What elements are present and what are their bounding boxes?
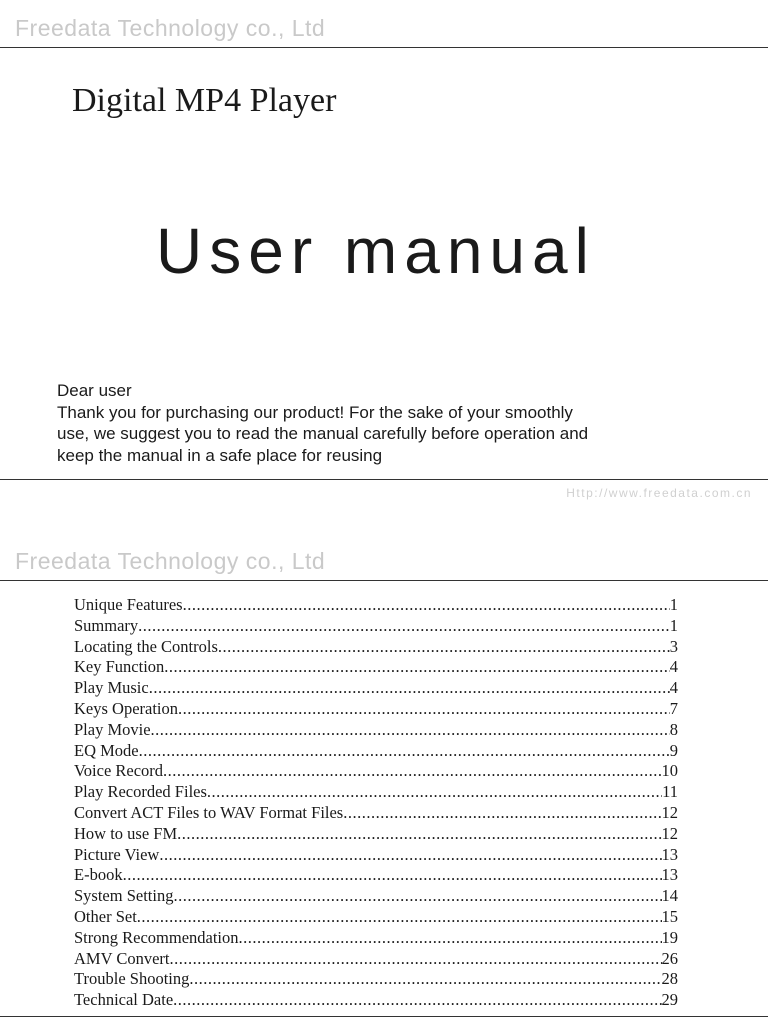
toc-entry[interactable] <box>74 865 678 886</box>
toc-entry[interactable] <box>74 699 678 720</box>
toc-page: 1 <box>669 615 678 635</box>
toc-entry[interactable] <box>74 886 678 907</box>
page2-footer-rule <box>0 1016 768 1017</box>
toc-label: E-book <box>74 865 123 885</box>
toc-page: 9 <box>669 740 678 760</box>
intro-line: Dear user <box>57 381 132 400</box>
toc-leader <box>177 824 661 845</box>
product-title: Digital MP4 Player <box>72 82 337 119</box>
toc-label: Strong Recommendation <box>74 927 239 947</box>
toc-leader <box>139 741 670 762</box>
toc-label: Trouble Shooting <box>74 969 190 989</box>
toc-entry[interactable] <box>74 969 678 990</box>
toc-leader <box>137 907 662 928</box>
toc-leader <box>183 595 670 616</box>
toc-entry[interactable] <box>74 803 678 824</box>
toc-entry[interactable] <box>74 990 678 1011</box>
toc-leader <box>189 969 661 990</box>
toc-page: 1 <box>669 595 678 614</box>
toc-page: 13 <box>661 844 678 864</box>
intro-line: use, we suggest you to read the manual carefully before operation and <box>57 424 589 443</box>
toc-entry[interactable] <box>74 824 678 845</box>
toc-label: Convert ACT Files to WAV Format Files <box>74 802 344 822</box>
toc-label: System Setting <box>74 886 174 906</box>
toc-label: Keys Operation <box>74 698 179 718</box>
toc-leader <box>170 949 662 970</box>
toc-leader <box>218 637 670 658</box>
toc-entry[interactable] <box>74 595 678 616</box>
toc-label: AMV Convert <box>74 948 170 968</box>
page1-header: Freedata Technology co., Ltd <box>15 15 326 41</box>
page1-footer-rule <box>0 479 768 480</box>
toc-page: 10 <box>661 761 678 781</box>
toc-entry[interactable] <box>74 741 678 762</box>
toc-label: Voice Record <box>74 761 164 781</box>
page1-footer-url: Http://www.freedata.com.cn <box>566 486 752 500</box>
toc-entry[interactable] <box>74 657 678 678</box>
toc-label: Play Music <box>74 678 149 698</box>
toc-leader <box>173 886 661 907</box>
toc-page: 11 <box>662 782 678 802</box>
document-title: User manual <box>156 215 596 287</box>
toc-leader <box>207 782 662 803</box>
toc-label: EQ Mode <box>74 740 139 760</box>
toc-entry[interactable] <box>74 928 678 949</box>
toc-page: 26 <box>661 948 678 968</box>
toc-page: 12 <box>661 823 678 843</box>
toc-page: 28 <box>661 969 678 989</box>
toc-entry[interactable] <box>74 949 678 970</box>
toc-label: Other Set <box>74 906 137 926</box>
page2-header: Freedata Technology co., Ltd <box>15 548 326 574</box>
toc-page: 12 <box>661 802 678 822</box>
toc-entry[interactable] <box>74 761 678 782</box>
toc-label: Summary <box>74 615 139 635</box>
toc-entry[interactable] <box>74 907 678 928</box>
toc-leader <box>164 657 669 678</box>
toc-page: 19 <box>661 927 678 947</box>
toc-leader <box>123 865 662 886</box>
toc-label: Key Function <box>74 657 165 677</box>
table-of-contents <box>74 595 678 1011</box>
toc-page: 7 <box>669 698 678 718</box>
intro-line: keep the manual in a safe place for reusing <box>57 445 383 465</box>
toc-label: Locating the Controls <box>74 636 218 656</box>
toc-label: Play Movie <box>74 719 151 739</box>
intro-paragraph <box>57 380 737 466</box>
toc-page: 13 <box>661 865 678 885</box>
toc-label: Picture View <box>74 844 160 864</box>
toc-page: 8 <box>669 719 678 739</box>
toc-entry[interactable] <box>74 720 678 741</box>
toc-label: Technical Date <box>74 990 174 1010</box>
toc-leader <box>173 990 661 1011</box>
toc-leader <box>159 845 661 866</box>
toc-leader <box>149 678 670 699</box>
toc-page: 4 <box>669 657 678 677</box>
toc-entry[interactable] <box>74 678 678 699</box>
toc-leader <box>138 616 670 637</box>
toc-page: 29 <box>661 990 678 1010</box>
toc-page: 4 <box>669 678 678 698</box>
toc-leader <box>178 699 670 720</box>
toc-leader <box>343 803 661 824</box>
toc-entry[interactable] <box>74 637 678 658</box>
toc-page: 3 <box>669 636 678 656</box>
toc-label: Unique Features <box>74 595 183 614</box>
toc-label: Play Recorded Files <box>74 782 207 802</box>
toc-entry[interactable] <box>74 845 678 866</box>
toc-page: 15 <box>661 906 678 926</box>
page2-header-rule <box>0 580 768 581</box>
intro-line: Thank you for purchasing our product! For the sake of your smoothly <box>57 402 573 422</box>
page1-header-rule <box>0 47 768 48</box>
toc-entry[interactable] <box>74 616 678 637</box>
toc-entry[interactable] <box>74 782 678 803</box>
toc-label: How to use FM <box>74 823 178 843</box>
toc-page: 14 <box>661 886 678 906</box>
toc-leader <box>239 928 662 949</box>
toc-leader <box>163 761 661 782</box>
toc-leader <box>151 720 670 741</box>
